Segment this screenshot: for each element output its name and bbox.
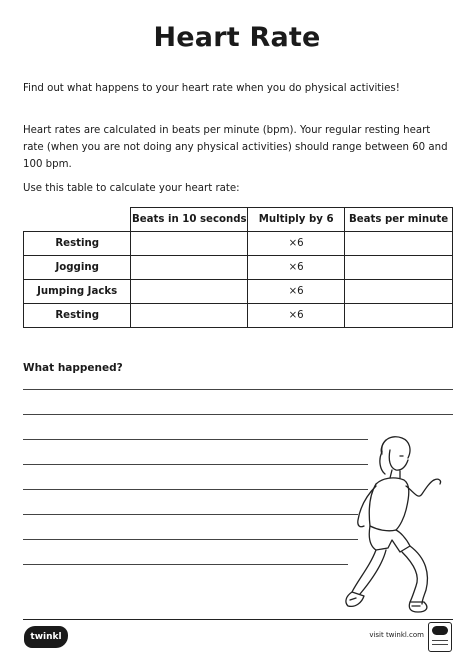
bpm-cell[interactable] [345, 232, 453, 256]
activity-label: Resting [24, 304, 131, 328]
beats-10s-cell[interactable] [131, 280, 248, 304]
table-header-row [24, 208, 453, 232]
question-heading: What happened? [23, 362, 123, 374]
bpm-cell[interactable] [345, 304, 453, 328]
writing-line[interactable] [23, 514, 358, 515]
activity-label: Jumping Jacks [24, 280, 131, 304]
table-row [24, 232, 453, 256]
footer-divider [23, 619, 453, 620]
running-girl-illustration [330, 430, 450, 616]
activity-label: Resting [24, 232, 131, 256]
bpm-cell[interactable] [345, 280, 453, 304]
header-bpm: Beats per minute [345, 208, 453, 232]
beats-10s-cell[interactable] [131, 232, 248, 256]
table-row [24, 280, 453, 304]
header-multiply: Multiply by 6 [248, 208, 345, 232]
multiplier-cell: ×6 [248, 232, 345, 256]
info-text: Heart rates are calculated in beats per minute (bpm). Your regular resting heart rate (when you are not doing any physical activities) should range between 60 and 100 bpm. [23, 125, 448, 170]
writing-line[interactable] [23, 539, 358, 540]
writing-line[interactable] [23, 489, 368, 490]
badge-mark [432, 626, 448, 635]
quality-approved-badge-icon [428, 622, 452, 652]
twinkl-logo[interactable]: twinkl [24, 626, 68, 648]
intro-text: Find out what happens to your heart rate when you do physical activities! [23, 83, 400, 94]
beats-10s-cell[interactable] [131, 256, 248, 280]
writing-line[interactable] [23, 564, 348, 565]
badge-line [432, 640, 448, 641]
writing-line[interactable] [23, 414, 453, 415]
writing-line[interactable] [23, 464, 368, 465]
page-title: Heart Rate [153, 22, 321, 53]
activity-label: Jogging [24, 256, 131, 280]
multiplier-cell: ×6 [248, 304, 345, 328]
multiplier-cell: ×6 [248, 256, 345, 280]
beats-10s-cell[interactable] [131, 304, 248, 328]
table-corner-cell [24, 208, 131, 232]
header-beats-10s: Beats in 10 seconds [131, 208, 248, 232]
writing-line[interactable] [23, 439, 368, 440]
badge-line [432, 644, 448, 645]
bpm-cell[interactable] [345, 256, 453, 280]
instruction-text: Use this table to calculate your heart rate: [23, 183, 240, 194]
table-row [24, 256, 453, 280]
multiplier-cell: ×6 [248, 280, 345, 304]
table-row [24, 304, 453, 328]
heart-rate-table [23, 207, 453, 328]
writing-line[interactable] [23, 389, 453, 390]
visit-link[interactable]: visit twinkl.com [369, 631, 424, 639]
